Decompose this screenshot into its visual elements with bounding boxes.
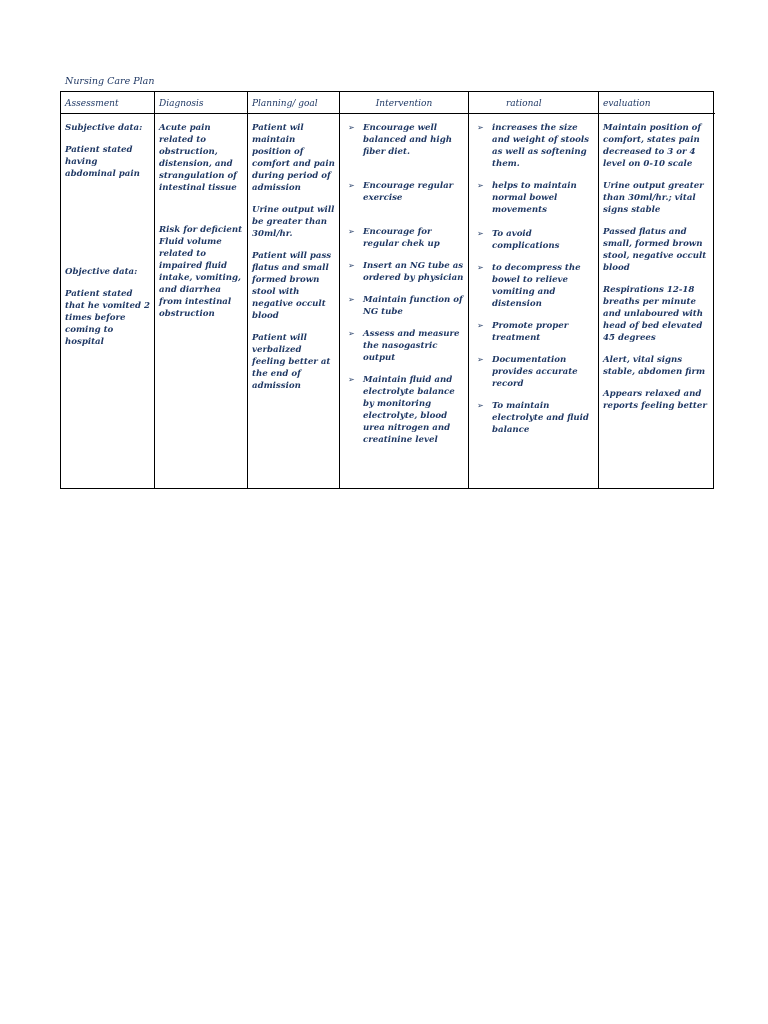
arrowhead-bullet-icon: ➢: [348, 227, 355, 236]
list-item: ➢ Documentation provides accurate record: [477, 355, 578, 389]
planning-item: Patient will verbalized feeling better at the end of admission: [252, 333, 331, 391]
arrowhead-bullet-icon: ➢: [477, 181, 484, 190]
assessment-column: [61, 92, 154, 488]
arrowhead-bullet-icon: ➢: [477, 263, 484, 272]
planning-item: Patient will pass flatus and small formed brown stool with negative occult blood: [252, 251, 332, 321]
header-evaluation: evaluation: [599, 92, 715, 114]
list-item: ➢ Maintain function of NG tube: [348, 295, 463, 317]
diagnosis-cell: [155, 114, 247, 320]
list-item: ➢ Promote proper treatment: [477, 321, 569, 343]
arrowhead-bullet-icon: ➢: [348, 295, 355, 304]
list-item: ➢ Encourage well balanced and high fiber diet.: [348, 123, 452, 157]
list-item: ➢ To maintain electrolyte and fluid balance: [477, 401, 589, 435]
diagnosis-column: [154, 92, 247, 488]
document-title: Nursing Care Plan: [65, 76, 155, 87]
header-rational: rational: [469, 92, 598, 114]
evaluation-cell: [599, 114, 715, 412]
arrowhead-bullet-icon: ➢: [477, 321, 484, 330]
list-item: ➢ Assess and measure the nasogastric output: [348, 329, 460, 363]
subjective-data-label: Subjective data:: [65, 123, 143, 133]
nursing-care-plan-table: [60, 91, 714, 489]
diagnosis-item: Acute pain related to obstruction, distension, and strangulation of intestinal tissue: [159, 123, 237, 193]
evaluation-column: [598, 92, 715, 488]
objective-data-text: Patient stated that he vomited 2 times before coming to hospital: [65, 289, 150, 347]
rational-list: [473, 122, 594, 436]
arrowhead-bullet-icon: ➢: [348, 261, 355, 270]
subjective-data-text: Patient stated having abdominal pain: [65, 145, 140, 179]
list-item: ➢ Encourage for regular chek up: [348, 227, 440, 249]
planning-cell: [248, 114, 339, 392]
header-diagnosis: Diagnosis: [155, 92, 247, 114]
rational-column: [468, 92, 598, 488]
evaluation-item: Appears relaxed and reports feeling better: [603, 389, 707, 411]
arrowhead-bullet-icon: ➢: [348, 123, 355, 132]
arrowhead-bullet-icon: ➢: [477, 401, 484, 410]
planning-column: [247, 92, 339, 488]
list-item: ➢ increases the size and weight of stools as well as softening them.: [477, 123, 589, 169]
list-item: ➢ Encourage regular exercise: [348, 181, 454, 203]
intervention-cell: [340, 114, 468, 446]
list-item: ➢ Maintain fluid and electrolyte balance by monitoring electrolyte, blood urea nitrogen and creatinine level: [348, 375, 455, 445]
list-item: ➢ helps to maintain normal bowel movements: [477, 181, 577, 215]
header-planning: Planning/ goal: [248, 92, 339, 114]
arrowhead-bullet-icon: ➢: [477, 229, 484, 238]
arrowhead-bullet-icon: ➢: [477, 123, 484, 132]
header-intervention: Intervention: [340, 92, 468, 114]
evaluation-item: Passed flatus and small, formed brown stool, negative occult blood: [603, 227, 707, 273]
arrowhead-bullet-icon: ➢: [348, 375, 355, 384]
planning-item: Patient wil maintain position of comfort and pain during period of admission: [252, 123, 335, 193]
objective-data-label: Objective data:: [65, 267, 138, 277]
evaluation-item: Urine output greater than 30ml/hr.; vital signs stable: [603, 181, 704, 215]
intervention-column: [339, 92, 468, 488]
arrowhead-bullet-icon: ➢: [348, 329, 355, 338]
intervention-list: [344, 122, 464, 446]
header-assessment: Assessment: [61, 92, 154, 114]
evaluation-item: Maintain position of comfort, states pain decreased to 3 or 4 level on 0-10 scale: [603, 123, 702, 169]
assessment-cell: [61, 114, 154, 348]
list-item: ➢ Insert an NG tube as ordered by physician: [348, 261, 464, 283]
evaluation-item: Alert, vital signs stable, abdomen firm: [603, 355, 706, 377]
evaluation-item: Respirations 12-18 breaths per minute and unlaboured with head of bed elevated 45 degrees: [603, 285, 704, 343]
arrowhead-bullet-icon: ➢: [477, 355, 484, 364]
rational-cell: [469, 114, 598, 436]
diagnosis-item: Risk for deficient Fluid volume related to impaired fluid intake, vomiting, and diarrhea from intestinal obstruction: [159, 225, 243, 319]
arrowhead-bullet-icon: ➢: [348, 181, 355, 190]
list-item: ➢ to decompress the bowel to relieve vomiting and distension: [477, 263, 581, 309]
planning-item: Urine output will be greater than 30ml/hr.: [252, 205, 335, 239]
list-item: ➢ To avoid complications: [477, 229, 560, 251]
